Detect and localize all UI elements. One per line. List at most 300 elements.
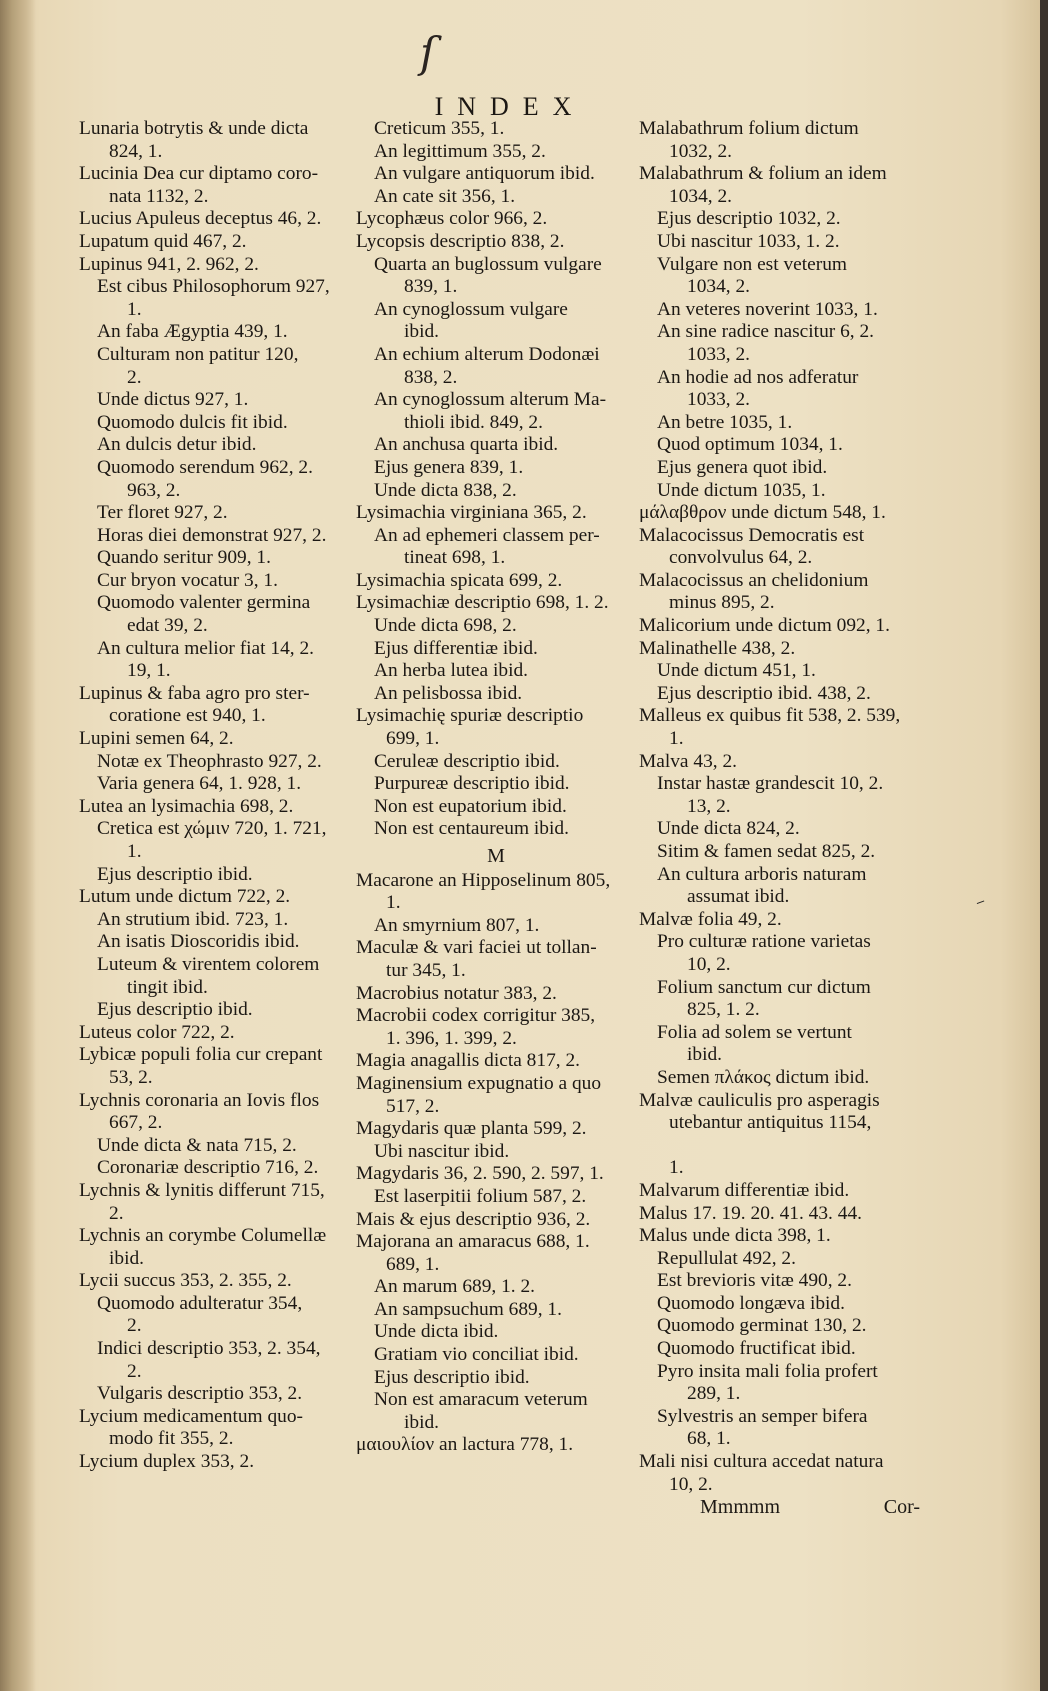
entry-continuation: 689, 1. [386,1253,440,1275]
index-entry [79,773,362,796]
index-entry [356,231,636,254]
entry-continuation: ibid. [687,1044,723,1066]
entry-text: Lychnis coronaria an Iovis flos [79,1089,320,1111]
index-entry [356,1276,636,1299]
entry-text: Vulgaris descriptio 353, 2. [97,1383,303,1405]
index-entry [356,1141,636,1164]
entry-continuation: 2. [127,1315,142,1337]
index-entry [79,751,362,774]
entry-continuation: 1. [127,841,142,862]
pen-mark: ‒ [973,892,988,912]
index-entry [79,931,362,954]
index-entry [356,818,636,841]
index-entry [356,502,636,525]
index-entry [639,977,924,1022]
entry-text: Gratiam vio conciliat ibid. [374,1344,579,1366]
entry-text: Unde dictum 451, 1. [657,660,816,682]
index-entry [639,638,924,661]
entry-text: Malvarum differentiæ ibid. [639,1179,850,1201]
index-entry [639,1361,924,1406]
index-entry [79,434,362,457]
entry-text: Malvæ folia 49, 2. [639,908,782,930]
entry-text: Est laserpitii folium 587, 2. [374,1185,587,1207]
index-entry [639,909,924,932]
entry-continuation: tur 345, 1. [386,959,466,981]
entry-text: Lysimachię spuriæ descriptio [356,705,584,727]
index-entry [356,570,636,593]
entry-continuation: 2. [127,366,142,388]
entry-text: Malacocissus an chelidonium [639,569,869,591]
index-entry [356,870,636,915]
index-entry [639,412,924,435]
entry-text: Malus unde dicta 398, 1. [639,1225,831,1247]
entry-text: Quarta an buglossum vulgare [374,253,602,275]
entry-text: Unde dicta 824, 2. [657,818,800,840]
index-entry [79,321,362,344]
entry-text: An anchusa quarta ibid. [374,434,559,456]
entry-text: Est brevioris vitæ 490, 2. [657,1270,852,1292]
entry-continuation: tingit ibid. [127,976,208,998]
entry-text: An pelisbossa ibid. [374,682,523,704]
entry-text: Varia genera 64, 1. 928, 1. [97,773,302,795]
entry-continuation: 1. 396, 1. 399, 2. [386,1027,517,1049]
index-entry [79,118,362,163]
entry-text: Horas diei demonstrat 927, 2. [97,524,327,546]
entry-text: Non est centaureum ibid. [374,818,569,840]
entry-text: Ejus descriptio ibid. [97,863,253,885]
entry-text: Quomodo valenter germina [97,592,311,614]
entry-continuation: ibid. [404,321,440,343]
index-entry [79,525,362,548]
index-entry [639,683,924,706]
entry-continuation: 1033, 2. [687,389,751,411]
entry-text: Ejus descriptio ibid. 438, 2. [657,682,871,704]
index-entry [356,751,636,774]
index-entry [639,457,924,480]
index-entry [639,208,924,231]
entry-text: Pyro insita mali folia profert [657,1360,878,1382]
entry-text: Unde dictus 927, 1. [97,389,249,411]
index-entry [79,1383,362,1406]
entry-text: Majorana an amaracus 688, 1. [356,1231,590,1253]
entry-text: An faba Ægyptia 439, 1. [97,321,288,343]
entry-text: An dulcis detur ibid. [97,434,257,456]
index-entry [639,1203,924,1226]
entry-text: Lysimachia virginiana 365, 2. [356,502,587,524]
entry-text: An betre 1035, 1. [657,411,793,433]
entry-text: Ejus differentiæ ibid. [374,637,538,659]
entry-text: Cretica est χώμιν 720, 1. 721, [97,818,327,840]
index-entry [79,1270,362,1293]
entry-text: An vulgare antiquorum ibid. [374,163,595,185]
index-entry [639,773,924,818]
entry-text: Maculæ & vari faciei ut tollan- [356,937,597,959]
entry-continuation: 838, 2. [404,366,458,388]
entry-text: Malicorium unde dictum 092, 1. [639,615,890,637]
index-entry [356,615,636,638]
index-entry [356,1231,636,1276]
index-entry [356,638,636,661]
entry-text: Lybicæ populi folia cur crepant [79,1044,323,1066]
entry-text: Non est eupatorium ibid. [374,795,567,817]
index-entry [356,1186,636,1209]
entry-text: Quod optimum 1034, 1. [657,434,843,456]
page-edge [1040,0,1048,1691]
index-entry [79,231,362,254]
entry-text: An veteres noverint 1033, 1. [657,298,878,320]
entry-text: Unde dictum 1035, 1. [657,479,826,501]
entry-continuation: 1033, 2. [687,343,751,365]
entry-text: Folia ad solem se vertunt [657,1021,852,1043]
entry-text: Lychnis an corymbe Columellæ [79,1225,327,1247]
entry-text: Lucius Apuleus deceptus 46, 2. [79,208,322,230]
index-entry [79,683,362,728]
index-entry [356,705,636,750]
index-entry [639,163,924,208]
index-entry [79,592,362,637]
entry-text: Ubi nascitur 1033, 1. 2. [657,230,840,252]
index-entry [79,457,362,502]
entry-text: An hodie ad nos adferatur [657,366,859,388]
index-entry [356,1073,636,1118]
index-entry [356,915,636,938]
entry-text: An smyrnium 807, 1. [374,914,540,936]
index-entry [356,937,636,982]
index-entry [639,1293,924,1316]
entry-text: Instar hastæ grandescit 10, 2. [657,773,884,795]
entry-text: Unde dicta ibid. [374,1321,499,1343]
entry-text: An marum 689, 1. 2. [374,1276,536,1298]
entry-text: Ejus genera 839, 1. [374,456,524,478]
entry-text: An ad ephemeri classem per- [374,524,600,546]
index-entry [79,1225,362,1270]
entry-text: Folium sanctum cur dictum [657,976,871,998]
entry-text: Lycophæus color 966, 2. [356,208,548,230]
entry-continuation: 2. [127,1360,142,1382]
index-entry [639,1248,924,1271]
entry-text: An sine radice nascitur 6, 2. [657,321,874,343]
index-entry [639,1406,924,1451]
index-entry [356,773,636,796]
index-entry [639,570,924,615]
entry-text: Coronariæ descriptio 716, 2. [97,1157,319,1179]
entry-text: Sylvestris an semper bifera [657,1405,868,1427]
index-entry [79,1406,362,1451]
entry-text: Mali nisi cultura accedat natura [639,1451,884,1473]
entry-text: Lycium medicamentum quo- [79,1405,304,1427]
signature-mark: ſ [420,28,436,77]
index-entry [356,1005,636,1050]
entry-text: Luteum & virentem colorem [97,953,320,975]
entry-continuation: thioli ibid. 849, 2. [404,411,543,433]
entry-text: Malva 43, 2. [639,750,738,772]
entry-text: Lupatum quid 467, 2. [79,230,247,252]
entry-continuation: 10, 2. [669,1473,713,1495]
index-entry [639,321,924,366]
entry-text: Lupinus 941, 2. 962, 2. [79,253,259,275]
index-entry [79,570,362,593]
entry-text: Lysimachiæ descriptio 698, 1. 2. [356,592,609,614]
index-entry [356,480,636,503]
entry-text: Lutea an lysimachia 698, 2. [79,795,294,817]
index-entry [639,1225,924,1248]
entry-text: Lutum unde dictum 722, 2. [79,886,291,908]
entry-text: Creticum 355, 1. [374,118,505,139]
index-entry [79,163,362,208]
catchword: Cor- [883,1496,920,1518]
entry-text: Ceruleæ descriptio ibid. [374,750,560,772]
index-entry [356,592,636,615]
entry-text: Quomodo dulcis fit ibid. [97,411,288,433]
entry-continuation: 68, 1. [687,1428,731,1450]
index-entry [356,434,636,457]
entry-text: Magydaris quæ planta 599, 2. [356,1118,587,1140]
index-entry [79,1135,362,1158]
entry-text: An isatis Dioscoridis ibid. [97,931,300,953]
index-entry [79,1090,362,1135]
entry-continuation: 289, 1. [687,1383,741,1405]
index-column-1 [79,118,362,1474]
entry-text: Macarone an Hipposelinum 805, [356,869,611,891]
entry-text: An herba lutea ibid. [374,660,528,682]
entry-text: Indici descriptio 353, 2. 354, [97,1338,321,1360]
signature-letters: Mmmmm [700,1496,781,1518]
entry-continuation: edat 39, 2. [127,615,208,637]
index-entry [79,276,362,321]
entry-text: Malabathrum & folium an idem [639,163,887,185]
entry-text: Quando seritur 909, 1. [97,547,271,569]
index-entry [79,389,362,412]
entry-text: Lupinus & faba agro pro ster- [79,682,310,704]
index-entry [79,886,362,909]
entry-text: Ejus descriptio 1032, 2. [657,208,841,230]
entry-text: An strutium ibid. 723, 1. [97,908,289,930]
index-entry [79,638,362,683]
entry-text: Ejus descriptio ibid. [97,999,253,1021]
index-entry [639,931,924,976]
index-entry [79,909,362,932]
letter-heading [356,845,636,868]
index-entry [356,344,636,389]
index-entry [639,1451,924,1496]
index-entry [356,163,636,186]
index-entry [639,1270,924,1293]
index-entry [356,1299,636,1322]
index-entry [639,1180,924,1203]
index-entry [639,1338,924,1361]
entry-text: Quomodo serendum 962, 2. [97,456,313,478]
entry-continuation: 1034, 2. [687,276,751,298]
index-entry [356,457,636,480]
entry-text: Purpureæ descriptio ibid. [374,773,570,795]
entry-continuation: nata 1132, 2. [109,185,209,207]
entry-continuation: 824, 1. [109,140,163,162]
binding-gutter [0,0,36,1691]
entry-continuation: 517, 2. [386,1095,440,1117]
index-entry [79,208,362,231]
entry-continuation: modo fit 355, 2. [109,1428,234,1450]
index-entry [79,818,362,863]
entry-text: Maginensium expugnatio a quo [356,1072,602,1094]
index-entry [639,434,924,457]
index-entry [79,728,362,751]
entry-text: Malleus ex quibus fit 538, 2. 539, [639,705,901,727]
entry-text: Quomodo germinat 130, 2. [657,1315,867,1337]
index-entry [356,1118,636,1141]
index-entry [356,1367,636,1390]
index-entry [639,841,924,864]
entry-continuation: 1. [669,728,684,750]
index-entry [79,1022,362,1045]
index-column-3 [639,118,924,1496]
entry-text: Culturam non patitur 120, [97,343,299,365]
entry-text: Macrobius notatur 383, 2. [356,982,557,1004]
entry-continuation: minus 895, 2. [669,592,775,614]
index-entry [356,660,636,683]
entry-text: An cultura arboris naturam [657,863,867,885]
index-entry [356,118,636,141]
index-entry [79,1044,362,1089]
entry-text: Cur bryon vocatur 3, 1. [97,569,278,591]
entry-text: An echium alterum Dodonæi [374,343,600,365]
index-entry [79,1157,362,1180]
index-entry [356,983,636,1006]
index-column-2 [356,118,636,1457]
entry-text: An cynoglossum vulgare [374,298,568,320]
index-entry [79,864,362,887]
entry-text: Quomodo adulteratur 354, [97,1292,303,1314]
index-entry [356,1209,636,1232]
index-entry [79,412,362,435]
index-entry [79,1451,362,1474]
index-entry [639,502,924,525]
entry-text: Sitim & famen sedat 825, 2. [657,841,876,862]
index-entry [79,344,362,389]
entry-text: Mais & ejus descriptio 936, 2. [356,1208,591,1230]
index-entry [356,208,636,231]
index-entry [356,254,636,299]
entry-continuation: ibid. [109,1247,145,1269]
index-entry [356,1344,636,1367]
index-entry [639,367,924,412]
index-entry [639,299,924,322]
index-entry [639,480,924,503]
index-entry [79,1293,362,1338]
entry-continuation: convolvulus 64, 2. [669,547,813,569]
index-entry [639,1315,924,1338]
index-entry [639,231,924,254]
entry-continuation: 1034, 2. [669,185,733,207]
entry-text: μάλαβθρον unde dictum 548, 1. [639,502,886,524]
entry-text: Semen πλάκος dictum ibid. [657,1066,870,1088]
entry-continuation: 1. [127,298,142,320]
index-entry [639,1022,924,1067]
entry-text: An cynoglossum alterum Ma- [374,389,607,411]
entry-continuation: 1. [669,1157,684,1179]
entry-text: Quomodo longæva ibid. [657,1292,845,1314]
entry-continuation: coratione est 940, 1. [109,705,266,727]
entry-text: Ubi nascitur ibid. [374,1140,510,1162]
entry-text: Lupini semen 64, 2. [79,728,234,750]
entry-text: Unde dicta 838, 2. [374,479,517,501]
index-entry [356,1389,636,1434]
entry-text: Unde dicta & nata 715, 2. [97,1134,297,1156]
index-entry [79,547,362,570]
entry-text: Notæ ex Theophrasto 927, 2. [97,750,322,772]
index-entry [356,299,636,344]
entry-text: M [487,845,505,867]
entry-continuation: 2. [109,1202,124,1224]
catchword-line [700,1496,920,1519]
entry-continuation: 963, 2. [127,479,181,501]
entry-continuation: 699, 1. [386,728,440,750]
running-head: INDEX [434,92,586,121]
index-entry [356,1163,636,1186]
index-entry [356,683,636,706]
index-entry [639,1067,924,1090]
index-entry [639,818,924,841]
entry-text: Lucinia Dea cur diptamo coro- [79,163,319,185]
index-entry [639,705,924,750]
entry-continuation: 13, 2. [687,795,731,817]
index-entry [356,1050,636,1073]
index-entry [639,525,924,570]
index-entry [356,796,636,819]
entry-text: Magia anagallis dicta 817, 2. [356,1050,581,1072]
entry-text: Lycopsis descriptio 838, 2. [356,230,565,252]
entry-continuation: 53, 2. [109,1066,153,1088]
entry-text: Lunaria botrytis & unde dicta [79,118,309,139]
entry-continuation: utebantur antiquitus 1154, [669,1112,872,1134]
entry-text: Macrobii codex corrigitur 385, [356,1005,596,1027]
entry-text: Est cibus Philosophorum 927, [97,276,330,298]
entry-text: Luteus color 722, 2. [79,1021,235,1043]
entry-text: Ejus descriptio ibid. [374,1366,530,1388]
index-entry [639,660,924,683]
entry-continuation: 839, 1. [404,276,458,298]
entry-continuation: assumat ibid. [687,886,790,908]
index-entry [79,254,362,277]
entry-text: Malacocissus Democratis est [639,524,865,546]
entry-text: Ejus genera quot ibid. [657,456,828,478]
entry-text: Malabathrum folium dictum [639,118,859,139]
entry-text: Malinathelle 438, 2. [639,637,796,659]
entry-text: Quomodo fructificat ibid. [657,1338,856,1360]
entry-text: Non est amaracum veterum [374,1389,588,1411]
index-entry [79,999,362,1022]
index-entry [79,796,362,819]
entry-text: An sampsuchum 689, 1. [374,1298,562,1320]
index-entry [356,389,636,434]
index-entry [639,615,924,638]
index-entry [79,954,362,999]
entry-text: An cate sit 356, 1. [374,185,516,207]
entry-continuation: tineat 698, 1. [404,547,506,569]
entry-continuation: 825, 1. 2. [687,999,760,1021]
index-entry [639,254,924,299]
index-entry [639,864,924,909]
entry-text: Lycii succus 353, 2. 355, 2. [79,1270,292,1292]
index-entry [639,751,924,774]
entry-continuation: 19, 1. [127,660,171,682]
entry-text: Repullulat 492, 2. [657,1247,796,1269]
entry-continuation: 1. [386,892,401,914]
index-entry [639,1090,924,1180]
entry-text: Magydaris 36, 2. 590, 2. 597, 1. [356,1163,604,1185]
index-entry [79,1180,362,1225]
entry-text: Unde dicta 698, 2. [374,615,517,637]
entry-text: Vulgare non est veterum [657,253,847,275]
